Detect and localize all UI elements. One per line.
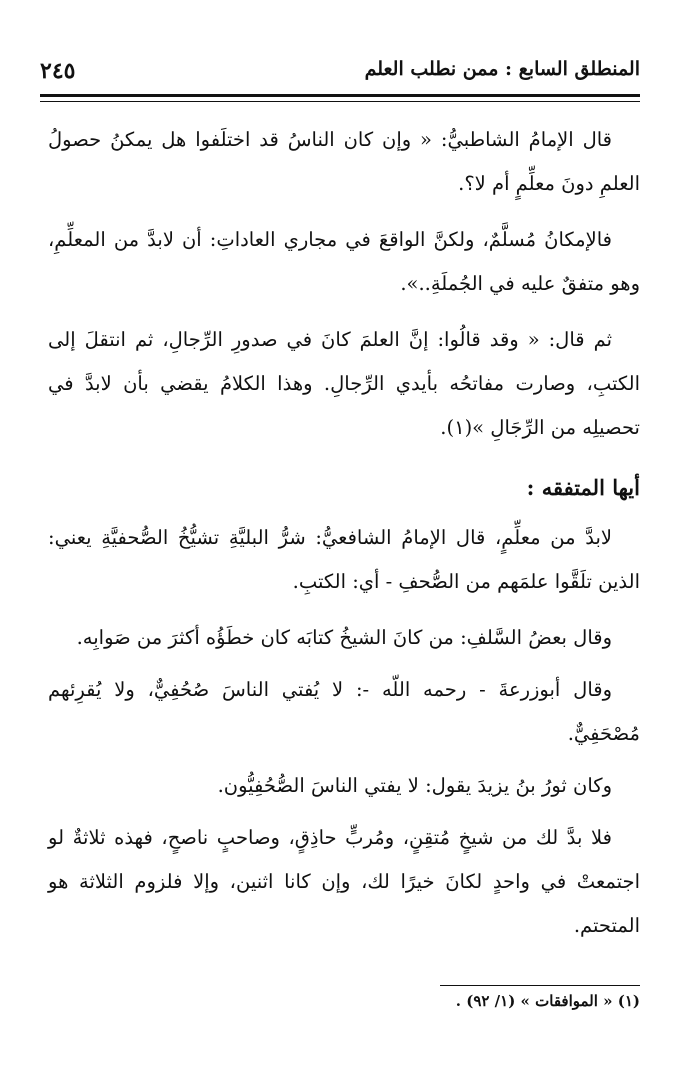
paragraph-shatibi: قال الإمامُ الشاطبيُّ: « وإن كان الناسُ قد اختلَفوا هل يمكنُ حصولُ العلمِ دونَ معلِّمٍ أم لا؟. [48, 128, 640, 195]
paragraph-conclusion: فلا بدَّ لك من شيخٍ مُتقِنٍ، ومُربٍّ حاذِقٍ، وصاحبٍ ناصحٍ، فهذه ثلاثةٌ لو اجتمعتْ في واحدٍ لكانَ خيرًا لك، وإن كانا اثنين، وإلا فلزوم الثلاثة هو المتحتم. [48, 826, 640, 937]
section-heading: أيها المتفقه : [526, 475, 640, 500]
paragraph-salaf: وقال بعضُ السَّلفِ: من كانَ الشيخُ كتابَه كان خطَؤُه أكثرَ من صَوابِه. [76, 626, 612, 649]
header-rule-thin [40, 101, 640, 102]
paragraph-possibility: فالإمكانُ مُسلَّمٌ، ولكنَّ الواقعَ في مجاري العاداتِ: أن لابدَّ من المعلِّمِ، وهو متفقٌ عليه في الجُملَةِ..». [48, 228, 640, 295]
paragraph-men-chests: ثم قال: « وقد قالُوا: إنَّ العلمَ كانَ في صدورِ الرِّجالِ، ثم انتقلَ إلى الكتبِ، وصارت مفاتحُه بأيدي الرِّجالِ. وهذا الكلامُ يقضي بأن لابدَّ في تحصيلِه من الرِّجَالِ »(١). [48, 328, 640, 439]
body-text [48, 118, 640, 960]
running-title: المنطلق السابع : ممن نطلب العلم [364, 58, 640, 80]
page-number: ٢٤٥ [40, 58, 76, 84]
paragraph-thawr: وكان ثورُ بنُ يزيدَ يقول: لا يفتي الناسَ الصُّحُفِيُّون. [217, 774, 612, 797]
page-header [40, 58, 640, 90]
paragraph-abu-zura: وقال أبوزرعةَ - رحمه اللّه -: لا يُفتي الناسَ صُحُفِيٌّ، ولا يُقرِئهم مُصْحَفِيٌّ. [48, 678, 640, 745]
header-rule-thick [40, 94, 640, 97]
footnote: (١) « الموافقات » (١/ ٩٢) . [455, 992, 640, 1010]
footnote-rule [440, 985, 640, 986]
paragraph-shafii: لابدَّ من معلِّمٍ، قال الإمامُ الشافعيُّ: شرُّ البليَّةِ تشيُّخُ الصُّحفيَّةِ يعني: الذين تلَقَّوا علمَهم من الصُّحفِ - أي: الكتبِ. [48, 526, 640, 593]
